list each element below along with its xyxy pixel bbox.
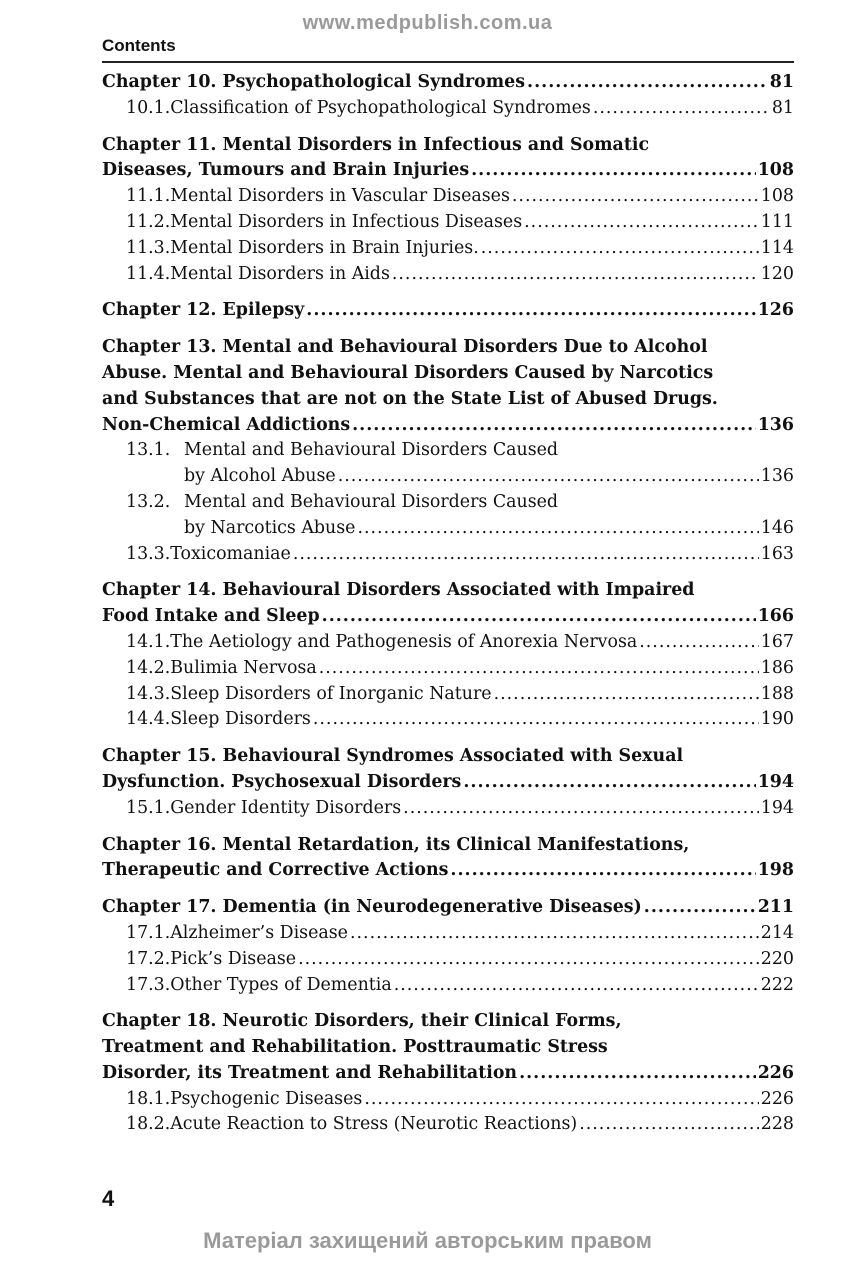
page-number: 4 [102,1186,115,1211]
leader-dots [471,158,756,184]
leader-dots [352,413,756,439]
section-page-number: 120 [760,263,794,284]
chapter-entry [102,578,794,733]
section-title-text: Sleep Disorders [170,709,311,730]
section-page-number: 114 [760,237,794,258]
chapter-title-text: Therapeutic and Corrective Actions [102,860,449,881]
leader-dots [338,464,759,490]
chapter-title-line-last [102,413,794,439]
chapter-title-line [102,833,794,859]
chapter-title-line-last [102,298,794,324]
section-number: 17.1. [126,922,171,943]
section-page-number: 186 [760,657,794,678]
chapter-title-text: Chapter 12. Epilepsy [102,300,305,321]
section-title-text: by Narcotics Abuse [184,517,356,538]
chapter-entry [102,1009,794,1138]
chapter-title-line [102,133,794,159]
chapter-title-line [102,387,794,413]
section-title-text: by Alcohol Abuse [184,466,336,487]
leader-dots [512,184,759,210]
leader-dots [593,96,770,122]
chapter-title-line [102,744,794,770]
section-title-text: Mental Disorders in Vascular Diseases [170,186,510,207]
section-title-text: Mental and Behavioural Disorders Caused [184,440,559,461]
section-page-number: 190 [760,709,794,730]
section-number: 17.3. [126,974,171,995]
chapter-title-line [102,1009,794,1035]
section-title-text: Classification of Psychopathological Syndromes [170,97,591,118]
leader-dots [527,70,768,96]
chapter-title-line-last [102,70,794,96]
chapter-title-text: Non-Chemical Addictions [102,414,351,435]
section-page-number: 222 [760,974,794,995]
section-number: 11.4. [126,263,171,284]
section-title-text: Gender Identity Disorders [170,797,402,818]
section-page-number: 108 [760,186,794,207]
section-line [102,973,794,999]
chapter-title-line-last [102,604,794,630]
section-title-text: Mental Disorders in Aids [170,263,390,284]
section-page-number: 188 [760,683,794,704]
section-number: 14.4. [126,709,171,730]
section-line [102,656,794,682]
leader-dots [298,947,759,973]
section-line [102,682,794,708]
chapter-entry [102,335,794,567]
chapter-title-text: Chapter 17. Dementia (in Neurodegenerative Diseases) [102,897,642,918]
chapter-title-text: Chapter 10. Psychopathological Syndromes [102,72,526,92]
section-title-text: Sleep Disorders of Inorganic Nature [170,683,492,704]
section-line [102,630,794,656]
leader-dots [293,542,759,568]
leader-dots [463,770,755,796]
section-title-text: Mental Disorders in Infectious Diseases [170,211,523,232]
leader-dots [306,298,755,324]
section-number: 13.3. [126,543,171,564]
chapter-page-number: 194 [757,771,794,792]
section-line [102,438,794,464]
chapter-entry [102,833,794,885]
section-page-number: 226 [760,1088,794,1109]
chapter-page-number: 198 [757,860,794,881]
chapter-title-text: Food Intake and Sleep [102,606,320,627]
chapter-title-text: Dysfunction. Psychosexual Disorders [102,771,462,792]
section-page-number: 81 [771,97,794,118]
section-number: 18.1. [126,1088,171,1109]
running-head: Contents [102,36,176,55]
chapter-page-number: 166 [757,606,794,627]
section-number: 15.1. [126,797,171,818]
section-number: 14.1. [126,631,171,652]
leader-dots [403,796,759,822]
chapter-page-number: 126 [757,300,794,321]
section-title-text: Mental Disorders in Brain Injuries. [170,237,479,258]
leader-dots [524,210,759,236]
section-number: 11.3. [126,237,171,258]
leader-dots [392,262,759,288]
watermark-bottom: Матеріал захищений авторським правом [203,1228,652,1253]
section-line [102,210,794,236]
chapter-title-text: and Substances that are not on the State List of Abused Drugs. [102,388,718,409]
chapter-title-line-last [102,895,794,921]
section-line [102,96,794,122]
leader-dots [313,707,759,733]
chapter-title-line-last [102,1061,794,1087]
section-line [102,921,794,947]
chapter-title-text: Treatment and Rehabilitation. Posttraumatic Stress [102,1037,608,1058]
chapter-title-line [102,578,794,604]
leader-dots [450,858,755,884]
section-page-number: 111 [760,211,794,232]
leader-dots [322,604,756,630]
chapter-page-number: 108 [757,160,794,181]
chapter-page-number: 211 [757,897,794,918]
leader-dots [519,1061,756,1087]
section-line [102,1087,794,1113]
section-title-text: Pick’s Disease [170,948,297,969]
section-line [102,236,794,262]
section-page-number: 194 [760,797,794,818]
section-line [102,947,794,973]
chapter-page-number: 81 [769,72,794,92]
leader-dots [494,682,759,708]
section-number: 14.2. [126,657,171,678]
section-number: 13.1. [126,440,171,461]
section-title-text: Alzheimer’s Disease [170,922,348,943]
chapter-title-text: Chapter 16. Mental Retardation, its Clinical Manifestations, [102,834,690,855]
leader-dots [357,516,758,542]
section-line [102,707,794,733]
chapter-page-number: 226 [757,1062,794,1083]
section-number: 11.1. [126,186,171,207]
table-of-contents [102,70,794,1149]
section-line [102,464,794,490]
chapter-title-text: Chapter 13. Mental and Behavioural Disorders Due to Alcohol [102,337,708,358]
section-title-text: Bulimia Nervosa [170,657,317,678]
leader-dots [319,656,759,682]
section-title-text: Acute Reaction to Stress (Neurotic Reactions) [170,1114,578,1135]
section-title-text: Mental and Behavioural Disorders Caused [184,491,559,512]
chapter-entry [102,298,794,324]
chapter-title-text: Diseases, Tumours and Brain Injuries [102,160,470,181]
chapter-page-number: 136 [757,414,794,435]
section-number: 17.2. [126,948,171,969]
chapter-entry [102,70,794,122]
section-title-text: Other Types of Dementia [170,974,392,995]
section-number: 11.2. [126,211,171,232]
chapter-title-text: Chapter 18. Neurotic Disorders, their Clinical Forms, [102,1011,622,1032]
chapter-entry [102,133,794,288]
leader-dots [350,921,759,947]
section-line [102,516,794,542]
section-line [102,184,794,210]
chapter-title-line-last [102,858,794,884]
chapter-title-line-last [102,770,794,796]
chapter-title-text: Abuse. Mental and Behavioural Disorders Caused by Narcotics [102,362,714,383]
chapter-entry [102,895,794,998]
section-page-number: 228 [760,1114,794,1135]
chapter-title-text: Chapter 14. Behavioural Disorders Associated with Impaired [102,580,695,601]
chapter-title-line-last [102,158,794,184]
section-line [102,542,794,568]
header-rule [102,61,794,63]
section-page-number: 163 [760,543,794,564]
section-title-text: The Aetiology and Pathogenesis of Anorexia Nervosa [170,631,638,652]
chapter-title-line [102,1035,794,1061]
section-number: 14.3. [126,683,171,704]
section-number: 13.2. [126,491,171,512]
section-page-number: 167 [760,631,794,652]
leader-dots [364,1087,758,1113]
section-page-number: 146 [760,517,794,538]
section-number: 18.2. [126,1114,171,1135]
section-page-number: 220 [760,948,794,969]
section-line [102,262,794,288]
section-title-text: Psychogenic Diseases [170,1088,363,1109]
chapter-title-line [102,335,794,361]
watermark-top: www.medpublish.com.ua [302,12,553,34]
chapter-title-text: Disorder, its Treatment and Rehabilitation [102,1062,518,1083]
chapter-title-text: Chapter 11. Mental Disorders in Infectious and Somatic [102,134,650,155]
chapter-entry [102,744,794,821]
section-line [102,1112,794,1138]
section-line [102,796,794,822]
chapter-title-line [102,361,794,387]
section-line [102,490,794,516]
section-page-number: 214 [760,922,794,943]
leader-dots [639,630,759,656]
section-number: 10.1. [126,97,171,118]
leader-dots [481,236,759,262]
chapter-title-text: Chapter 15. Behavioural Syndromes Associated with Sexual [102,746,684,767]
leader-dots [579,1112,759,1138]
leader-dots [644,895,756,921]
section-title-text: Toxicomaniae [170,543,291,564]
leader-dots [394,973,759,999]
section-page-number: 136 [760,466,794,487]
